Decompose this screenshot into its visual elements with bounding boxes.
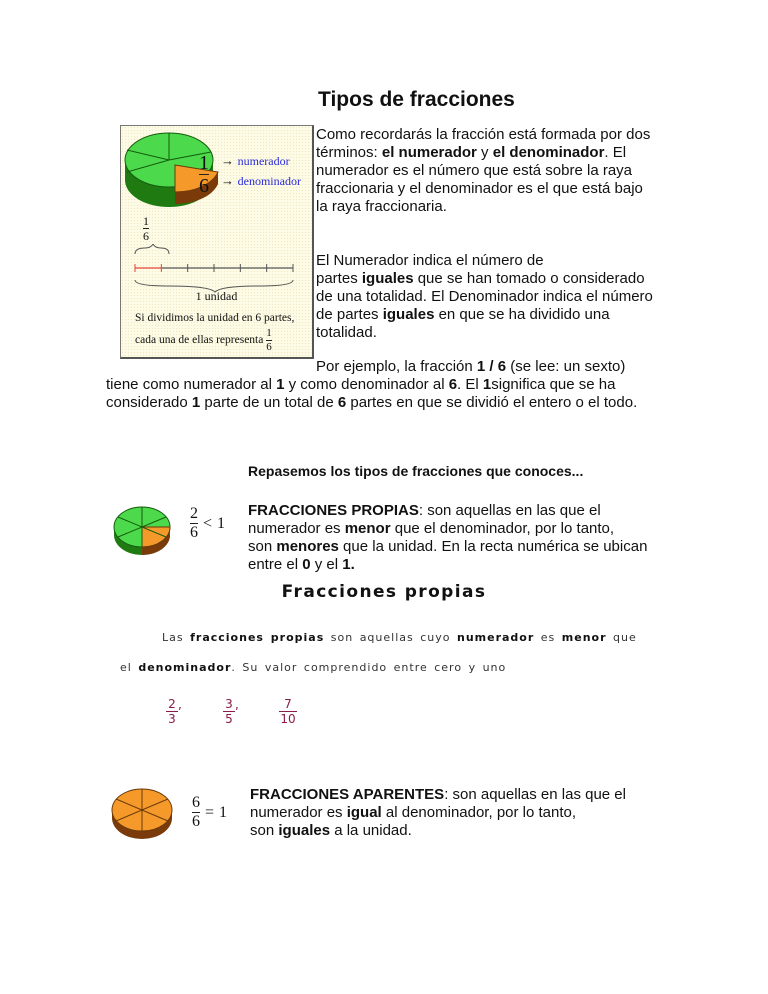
text-line <box>106 394 706 412</box>
propias-numerator: 2 <box>190 505 198 522</box>
caption-line-2 <box>135 328 272 353</box>
bold-span: FRACCIONES APARENTES <box>250 786 445 803</box>
text-span: son aquellas cuyo <box>324 631 457 644</box>
small-fraction <box>143 214 149 242</box>
bold-span: fracciones propias <box>190 631 325 644</box>
bold-span: menor <box>344 520 391 537</box>
caption-numerator: 1 <box>266 327 272 339</box>
caption-text: cada una de ellas representa <box>135 334 264 347</box>
text-line <box>248 502 688 520</box>
bold-span: el denominador <box>492 144 605 161</box>
text-line: la raya fraccionaria. <box>316 198 447 215</box>
example-fraction-1 <box>166 697 182 725</box>
unit-label: 1 unidad <box>195 289 238 303</box>
text-line <box>250 786 690 804</box>
review-heading: Repasemos los tipos de fracciones que conoces... <box>248 463 584 479</box>
bold-span: denominador <box>138 661 232 674</box>
bold-span: 1. <box>342 556 355 573</box>
bold-span: 1 <box>276 376 285 393</box>
text-span: que <box>606 631 637 644</box>
aparentes-expression <box>192 795 227 830</box>
text-span: partes en que se dividió el entero o el todo. <box>346 394 638 411</box>
example-numerator: 3 <box>225 697 233 711</box>
bold-span: 6 <box>448 376 458 393</box>
text-span: parte de un total de <box>200 394 338 411</box>
text-line: de una totalidad. El Denominador indica el número <box>316 288 653 305</box>
small-brace <box>135 244 169 254</box>
text-span: términos: <box>316 144 382 161</box>
text-span: numerador es <box>250 804 347 821</box>
text-span: partes <box>316 270 362 287</box>
text-span: . Su valor comprendido entre cero y uno <box>231 661 507 674</box>
bold-span: 1 / 6 <box>476 358 507 375</box>
example-paragraph <box>106 376 706 412</box>
example-fraction-2 <box>223 697 239 725</box>
bold-span: menor <box>561 631 607 644</box>
text-span: Por ejemplo, la fracción <box>316 358 477 375</box>
caption-line-1: Si dividimos la unidad en 6 partes, <box>135 312 295 324</box>
text-span: es <box>534 631 562 644</box>
text-line: totalidad. <box>316 324 377 341</box>
bold-span: iguales <box>278 822 331 839</box>
aparentes-definition <box>250 786 690 840</box>
comma: , <box>178 697 182 712</box>
intro-paragraph-2 <box>316 252 696 342</box>
text-span: son <box>250 822 279 839</box>
section-title: Fracciones propias <box>281 582 487 602</box>
denominator-label: denominador <box>237 174 301 188</box>
text-line: El Numerador indica el número de <box>316 252 544 269</box>
text-line <box>106 376 706 394</box>
pie-chart-two-sixths <box>112 505 174 557</box>
example-line-1 <box>316 358 625 376</box>
propias-denominator: 6 <box>190 524 198 541</box>
text-span: que la unidad. En la recta numérica se ubican <box>338 538 648 555</box>
bold-span: 6 <box>337 394 347 411</box>
text-line <box>248 538 688 556</box>
bold-span: 1 <box>191 394 201 411</box>
text-span: considerado <box>106 394 192 411</box>
text-span: : son aquellas en las que el <box>444 786 626 803</box>
bold-span: iguales <box>361 270 414 287</box>
aparentes-denominator: 6 <box>192 813 200 830</box>
text-span: entre el <box>248 556 303 573</box>
text-span: . El <box>457 376 483 393</box>
less-than-sign: < <box>203 514 213 532</box>
text-span: que el denominador, por lo tanto, <box>390 520 615 537</box>
fp-line-2 <box>120 661 506 674</box>
fraction-numerator: 1 <box>199 152 209 174</box>
bold-span: numerador <box>457 631 535 644</box>
aparentes-rhs: 1 <box>219 803 228 821</box>
text-line: numerador es el número que está sobre la raya <box>316 162 633 179</box>
propias-rhs: 1 <box>217 514 226 532</box>
denominator-row <box>221 173 301 189</box>
page-title: Tipos de fracciones <box>318 88 515 111</box>
text-span: . El <box>604 144 627 161</box>
text-span: y el <box>310 556 343 573</box>
example-fraction-3 <box>279 697 297 725</box>
bold-span: FRACCIONES PROPIAS <box>248 502 419 519</box>
main-fraction <box>199 152 209 196</box>
example-numerator: 2 <box>168 697 176 711</box>
text-span: y <box>476 144 493 161</box>
text-span: al denominador, por lo tanto, <box>381 804 577 821</box>
text-span: (se lee: un sexto) <box>506 358 626 375</box>
numerator-label: numerador <box>237 154 290 168</box>
example-denominator: 5 <box>225 712 233 726</box>
text-line: Como recordarás la fracción está formada por dos <box>316 126 651 143</box>
text-span: Las <box>162 631 191 644</box>
text-span: son <box>248 538 277 555</box>
text-span: tiene como numerador al <box>106 376 277 393</box>
bold-span: el numerador <box>381 144 477 161</box>
bold-span: menores <box>276 538 339 555</box>
text-line <box>316 270 696 288</box>
comma: , <box>235 697 239 712</box>
text-line <box>250 822 690 840</box>
text-line <box>316 306 696 324</box>
caption-denominator: 6 <box>266 341 272 353</box>
number-line-ticks <box>135 264 293 272</box>
text-span: significa que se ha <box>491 376 616 393</box>
example-denominator: 10 <box>280 712 296 726</box>
text-span: en que se ha dividido una <box>434 306 610 323</box>
text-span: que se han tomado o considerado <box>413 270 645 287</box>
bold-span: igual <box>346 804 382 821</box>
aparentes-numerator: 6 <box>192 794 200 811</box>
equals-sign: = <box>205 803 215 821</box>
small-fraction-denominator: 6 <box>143 229 149 243</box>
propias-definition <box>248 502 688 574</box>
numerator-row <box>221 153 290 169</box>
text-span: : son aquellas en las que el <box>418 502 601 519</box>
text-line <box>248 556 688 574</box>
bold-span: iguales <box>382 306 435 323</box>
text-span: de partes <box>316 306 383 323</box>
fraction-figure <box>120 125 314 359</box>
fp-line-1 <box>162 631 637 644</box>
text-span: el <box>120 661 139 674</box>
example-numerator: 7 <box>284 697 292 711</box>
text-span: y como denominador al <box>284 376 449 393</box>
arrow-right-icon: → <box>221 153 234 168</box>
example-denominator: 3 <box>168 712 176 726</box>
text-span: a la unidad. <box>330 822 412 839</box>
text-span: numerador es <box>248 520 345 537</box>
arrow-right-icon: → <box>221 173 234 188</box>
small-fraction-numerator: 1 <box>143 214 149 228</box>
bold-span: 0 <box>302 556 311 573</box>
intro-paragraph-1 <box>316 126 696 216</box>
propias-expression <box>190 506 225 541</box>
fraction-denominator: 6 <box>199 175 209 197</box>
bold-span: 1 <box>482 376 492 393</box>
text-line <box>248 520 688 538</box>
text-line: fraccionaria y el denominador es el que está bajo <box>316 180 643 197</box>
pie-chart-six-sixths <box>110 786 174 842</box>
text-line <box>316 144 696 162</box>
text-line <box>250 804 690 822</box>
